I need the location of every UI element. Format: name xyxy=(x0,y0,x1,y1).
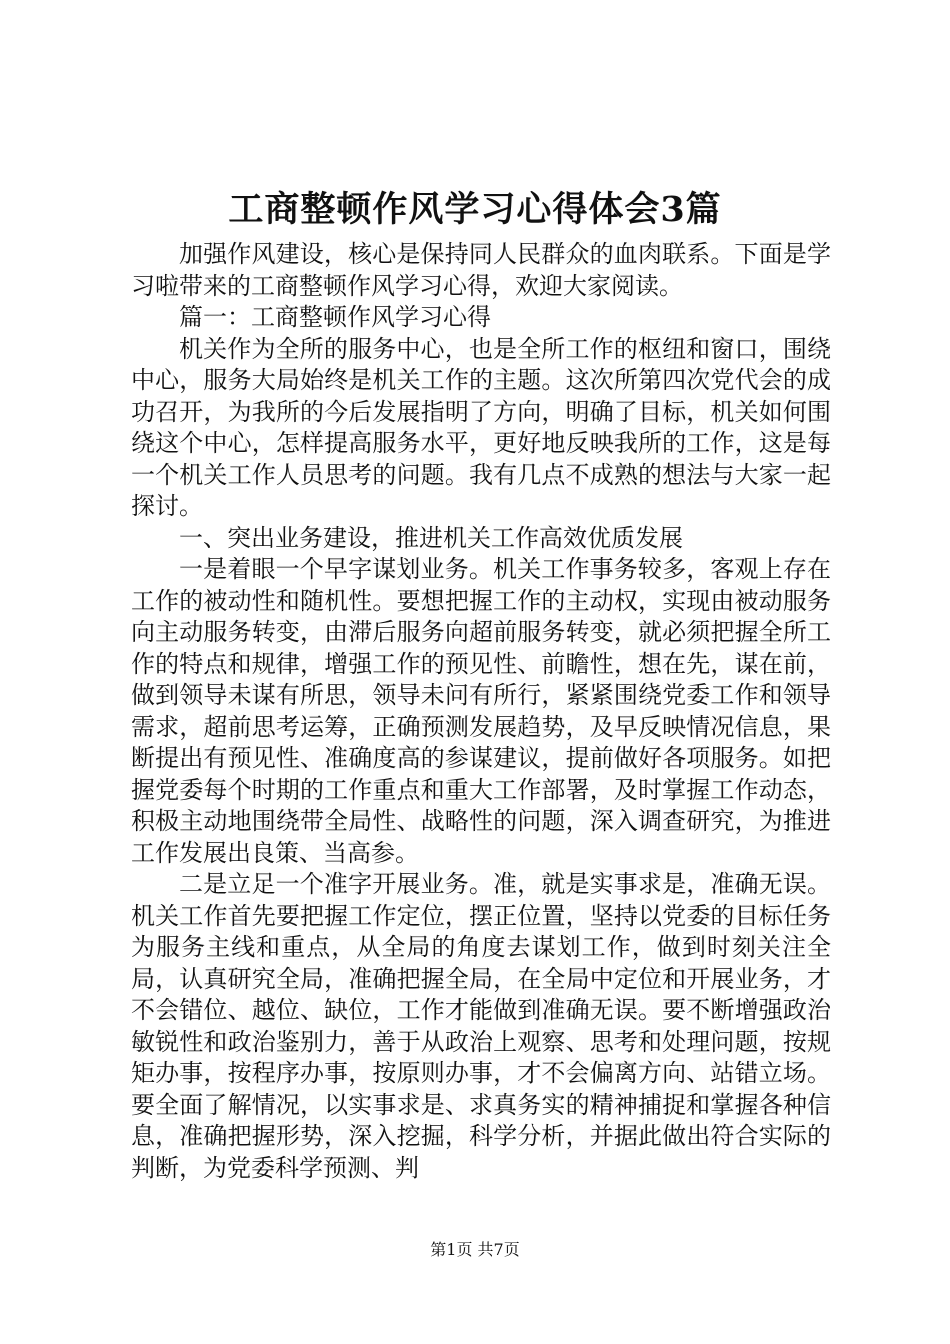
paragraph-organ-role: 机关作为全所的服务中心，也是全所工作的枢纽和窗口，围绕中心，服务大局始终是机关工作的主题。这次所第四次党代会的成功召开，为我所的今后发展指明了方向，明确了目标，机关如何围绕这个中心，怎样提高服务水平，更好地反映我所的工作，这是每一个机关工作人员思考的问题。我有几点不成熟的想法与大家一起探讨。 xyxy=(131,334,831,520)
paragraph-point-one: 一是着眼一个早字谋划业务。机关工作事务较多，客观上存在工作的被动性和随机性。要想把握工作的主动权，实现由被动服务向主动服务转变，由滞后服务向超前服务转变，就必须把握全所工作的特点和规律，增强工作的预见性、前瞻性，想在先，谋在前，做到领导未谋有所思，领导未问有所行，紧紧围绕党委工作和领导需求，超前思考运筹，正确预测发展趋势，及早反映情况信息，果断提出有预见性、准确度高的参谋建议，提前做好各项服务。如把握党委每个时期的工作重点和重大工作部署，及时掌握工作动态，积极主动地围绕带全局性、战略性的问题，深入调查研究，为推进工作发展出良策、当高参。 xyxy=(131,555,831,867)
page-number-footer: 第1页 共7页 xyxy=(430,1240,520,1259)
paragraph-point-two: 二是立足一个准字开展业务。准，就是实事求是，准确无误。机关工作首先要把握工作定位，摆正位置，坚持以党委的目标任务为服务主线和重点，从全局的角度去谋划工作，做到时刻关注全局，认真研究全局，准确把握全局，在全局中定位和开展业务，才不会错位、越位、缺位，工作才能做到准确无误。要不断增强政治敏锐性和政治鉴别力，善于从政治上观察、思考和处理问题，按规矩办事，按程序办事，按原则办事，才不会偏离方向、站错立场。要全面了解情况，以实事求是、求真务实的精神捕捉和掌握各种信息，准确把握形势，深入挖掘，科学分析，并据此做出符合实际的判断，为党委科学预测、判 xyxy=(131,870,831,1182)
paragraph-intro: 加强作风建设，核心是保持同人民群众的血肉联系。下面是学习啦带来的工商整顿作风学习心得，欢迎大家阅读。 xyxy=(131,240,831,300)
document-title: 工商整顿作风学习心得体会3篇 xyxy=(228,189,722,230)
document-body xyxy=(131,239,831,1184)
section-heading-part-one: 篇一：工商整顿作风学习心得 xyxy=(179,303,491,331)
subheading-business-building: 一、突出业务建设，推进机关工作高效优质发展 xyxy=(179,523,683,552)
